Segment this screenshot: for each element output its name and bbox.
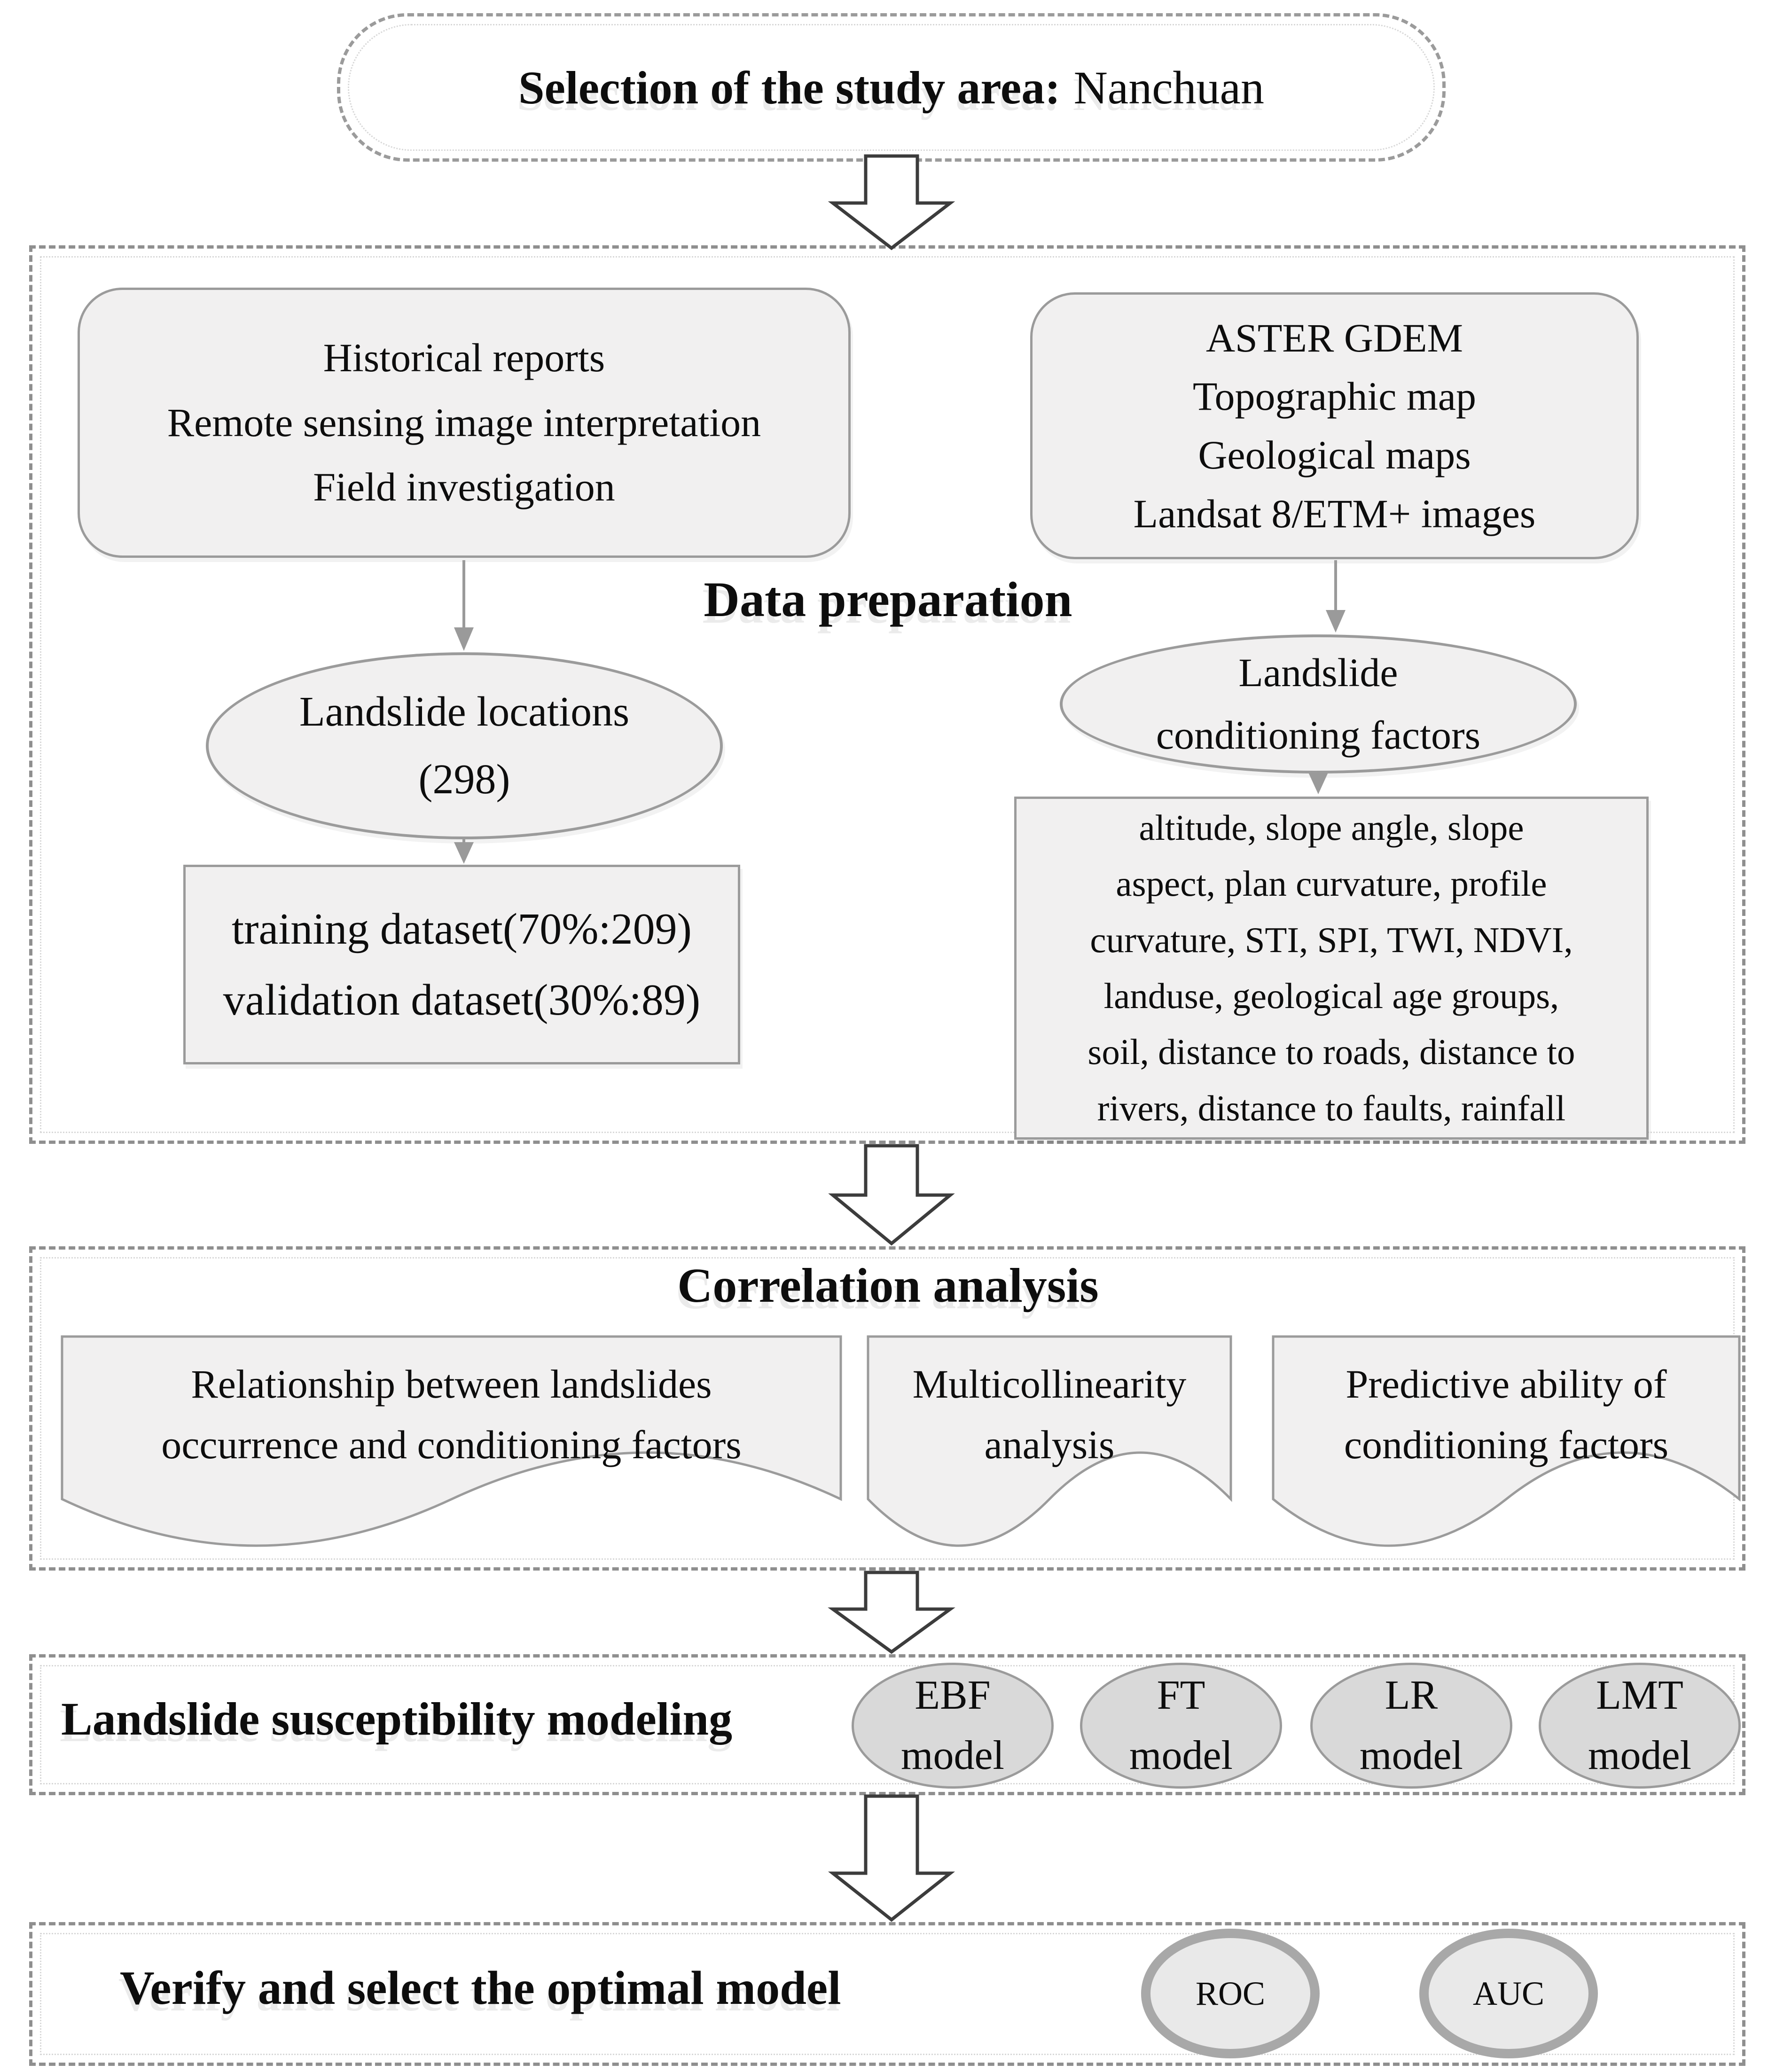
block-arrow-down [833,156,950,248]
source-line: Landsat 8/ETM+ images [1133,491,1536,536]
ellipse-line: conditioning factors [1156,712,1481,758]
wave-box-line: conditioning factors [1344,1422,1669,1467]
wave-box-line: occurrence and conditioning factors [161,1422,742,1467]
wave-box-line: Multicollinearity [912,1361,1187,1407]
predictive-ability-wave-box [1271,1335,1741,1557]
block-arrow-down [833,1572,950,1652]
model-line: LMT [1596,1673,1683,1719]
model-line: model [1588,1733,1691,1778]
model-ellipse-lmt [1539,1663,1741,1789]
correlation-analysis-title: Correlation analysis [677,1259,1099,1313]
model-ellipse-lr [1310,1663,1512,1789]
study-area-box [337,13,1446,162]
modeling-title: Landslide susceptibility modeling [61,1693,733,1745]
roc-ellipse [1141,1929,1320,2058]
auc-ellipse [1419,1929,1598,2058]
wave-box-line: Predictive ability of [1346,1361,1667,1407]
factor-line: aspect, plan curvature, profile [1116,863,1547,904]
source-line: ASTER GDEM [1205,315,1463,360]
source-line: Historical reports [323,335,605,381]
model-line: model [901,1733,1004,1778]
source-line: Geological maps [1198,432,1471,477]
study-area-title [518,61,1264,115]
factor-line: altitude, slope angle, slope [1139,807,1524,848]
ellipse-line: (298) [418,756,510,803]
factor-line: curvature, STI, SPI, TWI, NDVI, [1090,919,1573,960]
verification-title: Verify and select the optimal model [120,1962,841,2015]
block-arrow-down [833,1146,950,1243]
study-area-prefix: Selection of the study area: [518,61,1061,114]
factor-line: landuse, geological age groups, [1103,976,1559,1016]
factors-list-box [1014,797,1649,1140]
model-line: model [1360,1733,1463,1778]
dataset-line: validation dataset(30%:89) [223,975,701,1024]
factor-line: rivers, distance to faults, rainfall [1097,1087,1566,1128]
source-line: Topographic map [1193,374,1476,419]
datasets-box [183,865,740,1064]
model-line: LR [1385,1673,1438,1719]
relationship-wave-box [60,1335,843,1557]
wave-box-line: analysis [984,1422,1115,1467]
roc-label: ROC [1195,1974,1266,2012]
factor-line: soil, distance to roads, distance to [1088,1032,1575,1072]
study-area-name: Nanchuan [1073,61,1264,114]
historical-sources-box [78,288,851,558]
ellipse-line: Landslide locations [299,688,630,735]
model-ellipse-ebf [852,1663,1054,1789]
block-arrow-down [833,1796,950,1920]
dataset-line: training dataset(70%:209) [232,905,692,954]
landslide-locations-ellipse [206,652,723,839]
data-preparation-title: Data preparation [704,572,1072,627]
model-line: EBF [915,1673,991,1719]
multicollinearity-wave-box [866,1335,1233,1557]
auc-label: AUC [1472,1974,1544,2012]
model-line: FT [1157,1673,1205,1719]
wave-box-line: Relationship between landslides [191,1361,712,1407]
source-line: Field investigation [313,464,615,510]
conditioning-factors-ellipse [1060,634,1577,774]
source-line: Remote sensing image interpretation [167,399,761,445]
ellipse-line: Landslide [1238,649,1398,695]
model-line: model [1129,1733,1233,1778]
model-ellipse-ft [1080,1663,1282,1789]
map-sources-box [1030,292,1639,559]
